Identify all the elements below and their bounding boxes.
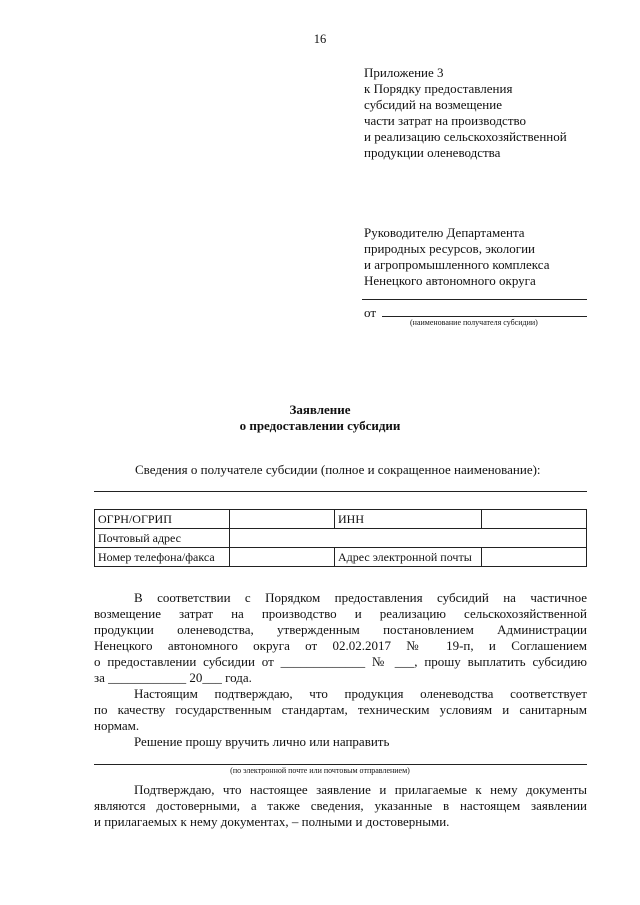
postal-address-value-cell[interactable] xyxy=(230,529,587,548)
recipient-info-table xyxy=(94,509,587,567)
paragraph-line: Настоящим подтверждаю, что продукция оленеводства соответствует xyxy=(134,686,587,701)
table-row xyxy=(95,529,587,548)
paragraph-line: и прилагаемых к нему документах, – полными и достоверными. xyxy=(94,814,450,829)
table-row xyxy=(95,548,587,567)
paragraph-line: продукции оленеводства, утвержденным постановлением Администрации xyxy=(94,622,587,637)
recipient-full-name-line[interactable] xyxy=(94,491,587,492)
paragraph-line: возмещение затрат на производство и реализацию сельскохозяйственной xyxy=(94,606,587,621)
ogrn-value-cell[interactable] xyxy=(230,510,335,529)
addressee-block xyxy=(364,225,549,289)
paragraph-line: нормам. xyxy=(94,718,140,733)
from-label: от xyxy=(364,305,377,320)
addressee-line: природных ресурсов, экологии xyxy=(364,241,535,256)
appendix-line: части затрат на производство xyxy=(364,113,527,128)
title-line1: Заявление xyxy=(289,402,351,417)
addressee-line: Руководителю Департамента xyxy=(364,225,525,240)
phone-fax-value-cell[interactable] xyxy=(230,548,335,567)
ogrn-label: ОГРН/ОГРИП xyxy=(95,510,230,529)
paragraph-line: по качеству государственным стандартам, техническим условиям и санитарным xyxy=(94,702,587,717)
paragraph-2 xyxy=(94,686,587,734)
appendix-line: и реализацию сельскохозяйственной xyxy=(364,129,567,144)
postal-address-label: Почтовый адрес xyxy=(95,529,230,548)
addressee-line: и агропромышленного комплекса xyxy=(364,257,550,272)
inn-value-cell[interactable] xyxy=(482,510,587,529)
paragraph-3: Решение прошу вручить лично или направить xyxy=(134,734,390,749)
recipient-name-line-2[interactable] xyxy=(382,316,587,317)
inn-label: ИНН xyxy=(335,510,482,529)
delivery-method-caption: (по электронной почте или почтовым отправлением) xyxy=(230,766,410,775)
email-label: Адрес электронной почты xyxy=(335,548,482,567)
paragraph-line: Ненецкого автономного округа от 02.02.2017 № 19-п, и Соглашением xyxy=(94,638,587,653)
paragraph-line: являются достоверными, а также сведения, указанные в настоящем заявлении xyxy=(94,798,587,813)
paragraph-line: о предоставлении субсидии от _____________ № ___, прошу выплатить субсидию xyxy=(94,654,587,669)
phone-fax-label: Номер телефона/факса xyxy=(95,548,230,567)
appendix-line: продукции оленеводства xyxy=(364,145,501,160)
title-line2: о предоставлении субсидии xyxy=(239,418,401,433)
paragraph-1 xyxy=(94,590,587,686)
recipient-intro: Сведения о получателе субсидии (полное и сокращенное наименование): xyxy=(135,462,541,477)
paragraph-4 xyxy=(94,782,587,830)
appendix-line: Приложение 3 xyxy=(364,65,444,80)
delivery-method-line[interactable] xyxy=(94,764,587,765)
email-value-cell[interactable] xyxy=(482,548,587,567)
appendix-line: субсидий на возмещение xyxy=(364,97,502,112)
addressee-line: Ненецкого автономного округа xyxy=(364,273,536,288)
appendix-block xyxy=(364,65,567,161)
paragraph-line: В соответствии с Порядком предоставления субсидий на частичное xyxy=(134,590,587,605)
recipient-name-line[interactable] xyxy=(362,299,587,300)
table-row xyxy=(95,510,587,529)
paragraph-line: Подтверждаю, что настоящее заявление и прилагаемые к нему документы xyxy=(134,782,587,797)
page-number: 16 xyxy=(313,32,327,46)
from-caption: (наименование получателя субсидии) xyxy=(410,318,538,327)
paragraph-line: за ____________ 20___ года. xyxy=(94,670,252,685)
appendix-line: к Порядку предоставления xyxy=(364,81,513,96)
